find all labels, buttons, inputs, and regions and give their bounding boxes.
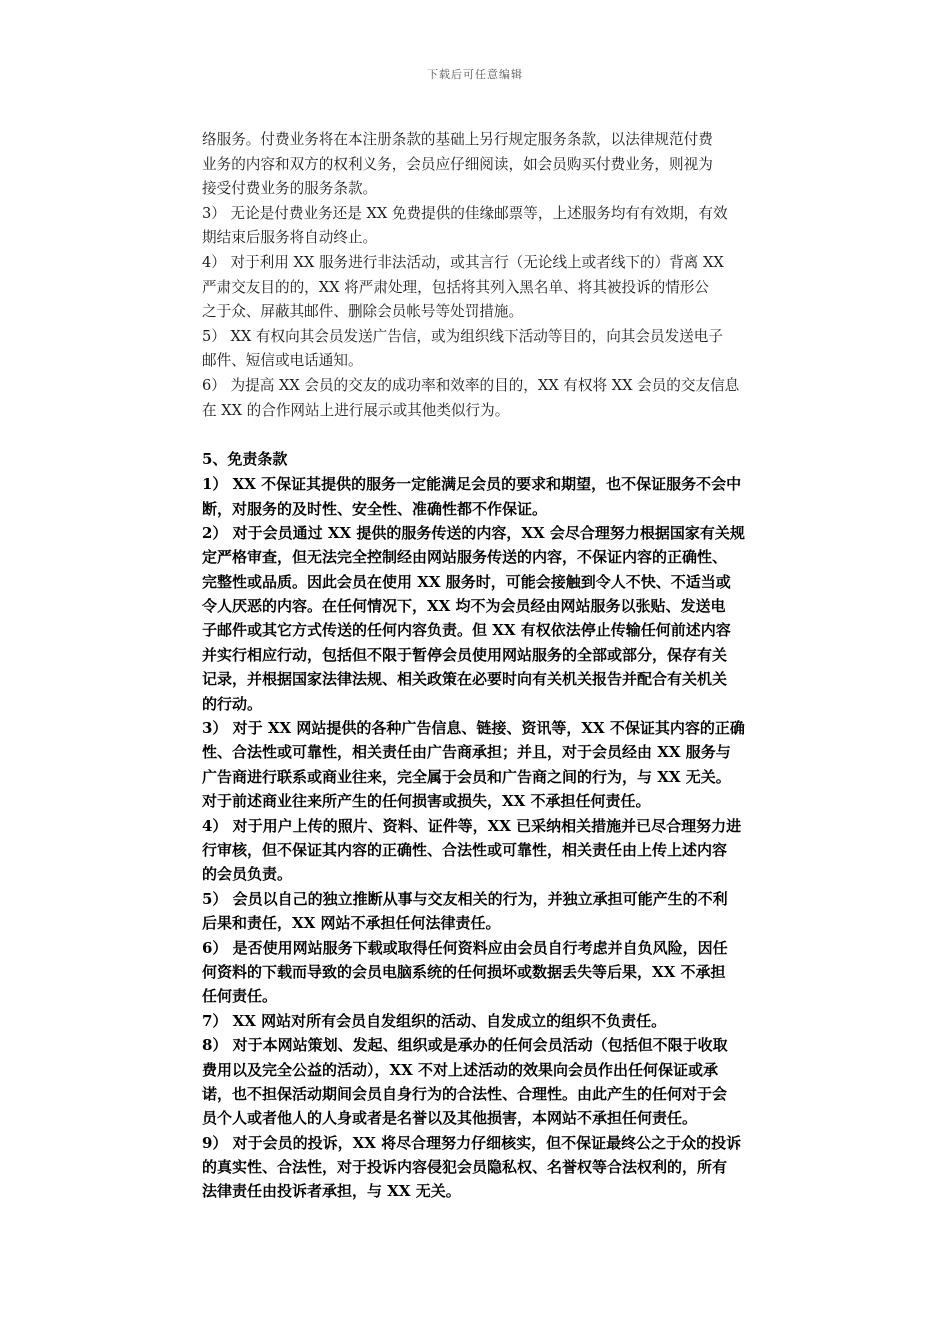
clause-line: 断，对服务的及时性、安全性、准确性都不作保证。 [202, 499, 548, 518]
paragraph-line: 业务的内容和双方的权利义务，会员应仔细阅读，如会员购买付费业务，则视为 [202, 155, 713, 173]
paragraph-line: 严肃交友目的的，XX 将严肃处理，包括将其列入黑名单、将其被投诉的情形公 [202, 278, 710, 296]
section-gap [202, 423, 794, 447]
clause-line: 定严格审查，但无法完全控制经由网站服务传送的内容，不保证内容的正确性、 [202, 548, 728, 567]
clause-line: 子邮件或其它方式传送的任何内容负责。但 XX 有权依法停止传输任何前述内容 [202, 621, 731, 640]
paragraph-line: 之于众、屏蔽其邮件、删除会员帐号等处罚措施。 [202, 303, 524, 321]
section-title-disclaimer: 5、免责条款 [202, 450, 288, 469]
clause-line: 4） 对于用户上传的照片、资料、证件等，XX 已采纳相关措施并已尽合理努力进 [202, 816, 742, 835]
clause-line: 的会员负责。 [202, 865, 293, 884]
paragraph-line: 邮件、短信或电话通知。 [202, 352, 363, 370]
paragraph-line: 3） 无论是付费业务还是 XX 免费提供的佳缘邮票等，上述服务均有有效期，有效 [202, 204, 728, 222]
clause-line: 广告商进行联系或商业往来，完全属于会员和广告商之间的行为，与 XX 无关。 [202, 767, 731, 786]
clause-line: 9） 对于会员的投诉，XX 将尽合理努力仔细核实，但不保证最终公之于众的投诉 [202, 1133, 742, 1152]
clause-line: 行审核，但不保证其内容的正确性、合法性或可靠性，相关责任由上传上述内容 [202, 840, 728, 859]
clause-line: 的行动。 [202, 694, 263, 713]
clause-line: 5） 会员以自己的独立推断从事与交友相关的行为，并独立承担可能产生的不利 [202, 889, 728, 908]
clause-line: 何资料的下载而导致的会员电脑系统的任何损坏或数据丢失等后果，XX 不承担 [202, 962, 726, 981]
paragraph-line: 6） 为提高 XX 会员的交友的成功率和效率的目的，XX 有权将 XX 会员的交友信息 [202, 376, 740, 394]
clause-line: 8） 对于本网站策划、发起、组织或是承办的任何会员活动（包括但不限于收取 [202, 1036, 728, 1055]
clause-line: 完整性或品质。因此会员在使用 XX 服务时，可能会接触到令人不快、不适当或 [202, 572, 731, 591]
clause-line: 记录，并根据国家法律法规、相关政策在必要时向有关机关报告并配合有关机关 [202, 670, 728, 689]
document-body [202, 128, 794, 1204]
clause-line: 任何责任。 [202, 987, 278, 1006]
paragraph-line: 络服务。付费业务将在本注册条款的基础上另行规定服务条款，以法律规范付费 [202, 131, 713, 148]
paragraph-line: 接受付费业务的服务条款。 [202, 180, 378, 198]
clause-line: 对于前述商业往来所产生的任何损害或损失，XX 不承担任何责任。 [202, 792, 651, 811]
download-note: 下载后可任意编辑 [427, 68, 523, 81]
clause-line: 法律责任由投诉者承担，与 XX 无关。 [202, 1182, 461, 1201]
paragraph-line: 在 XX 的合作网站上进行展示或其他类似行为。 [202, 401, 510, 419]
paragraph-line: 4） 对于利用 XX 服务进行非法活动，或其言行（无论线上或者线下的）背离 XX [202, 253, 724, 271]
paragraph-line: 5） XX 有权向其会员发送广告信，或为组织线下活动等目的，向其会员发送电子 [202, 327, 723, 345]
clause-line: 2） 对于会员通过 XX 提供的服务传送的内容，XX 会尽合理努力根据国家有关规 [202, 523, 745, 542]
clause-line: 费用以及完全公益的活动），XX 不对上述活动的效果向会员作出任何保证或承 [202, 1060, 719, 1079]
disclaimer-clauses [202, 472, 794, 1204]
clause-line: 3） 对于 XX 网站提供的各种广告信息、链接、资讯等，XX 不保证其内容的正确 [202, 719, 745, 738]
clause-line: 并实行相应行动，包括但不限于暂停会员使用网站服务的全部或部分，保存有关 [202, 645, 728, 664]
clause-line: 1） XX 不保证其提供的服务一定能满足会员的要求和期望，也不保证服务不会中 [202, 475, 742, 494]
paragraph-line: 期结束后服务将自动终止。 [202, 229, 378, 247]
clause-line: 的真实性、合法性，对于投诉内容侵犯会员隐私权、名誉权等合法权利的，所有 [202, 1158, 728, 1177]
clause-line: 后果和责任，XX 网站不承担任何法律责任。 [202, 914, 501, 933]
clause-line: 员个人或者他人的人身或者是名誉以及其他损害，本网站不承担任何责任。 [202, 1109, 698, 1128]
clause-line: 诺，也不担保活动期间会员自身行为的合法性、合理性。由此产生的任何对于会 [202, 1084, 728, 1103]
service-terms-continued [202, 128, 794, 423]
clause-line: 6） 是否使用网站服务下载或取得任何资料应由会员自行考虑并自负风险，因任 [202, 938, 728, 957]
clause-line: 7） XX 网站对所有会员自发组织的活动、自发成立的组织不负责任。 [202, 1011, 667, 1030]
clause-line: 性、合法性或可靠性，相关责任由广告商承担；并且，对于会员经由 XX 服务与 [202, 743, 731, 762]
clause-line: 令人厌恶的内容。在任何情况下，XX 均不为会员经由网站服务以张贴、发送电 [202, 597, 726, 616]
